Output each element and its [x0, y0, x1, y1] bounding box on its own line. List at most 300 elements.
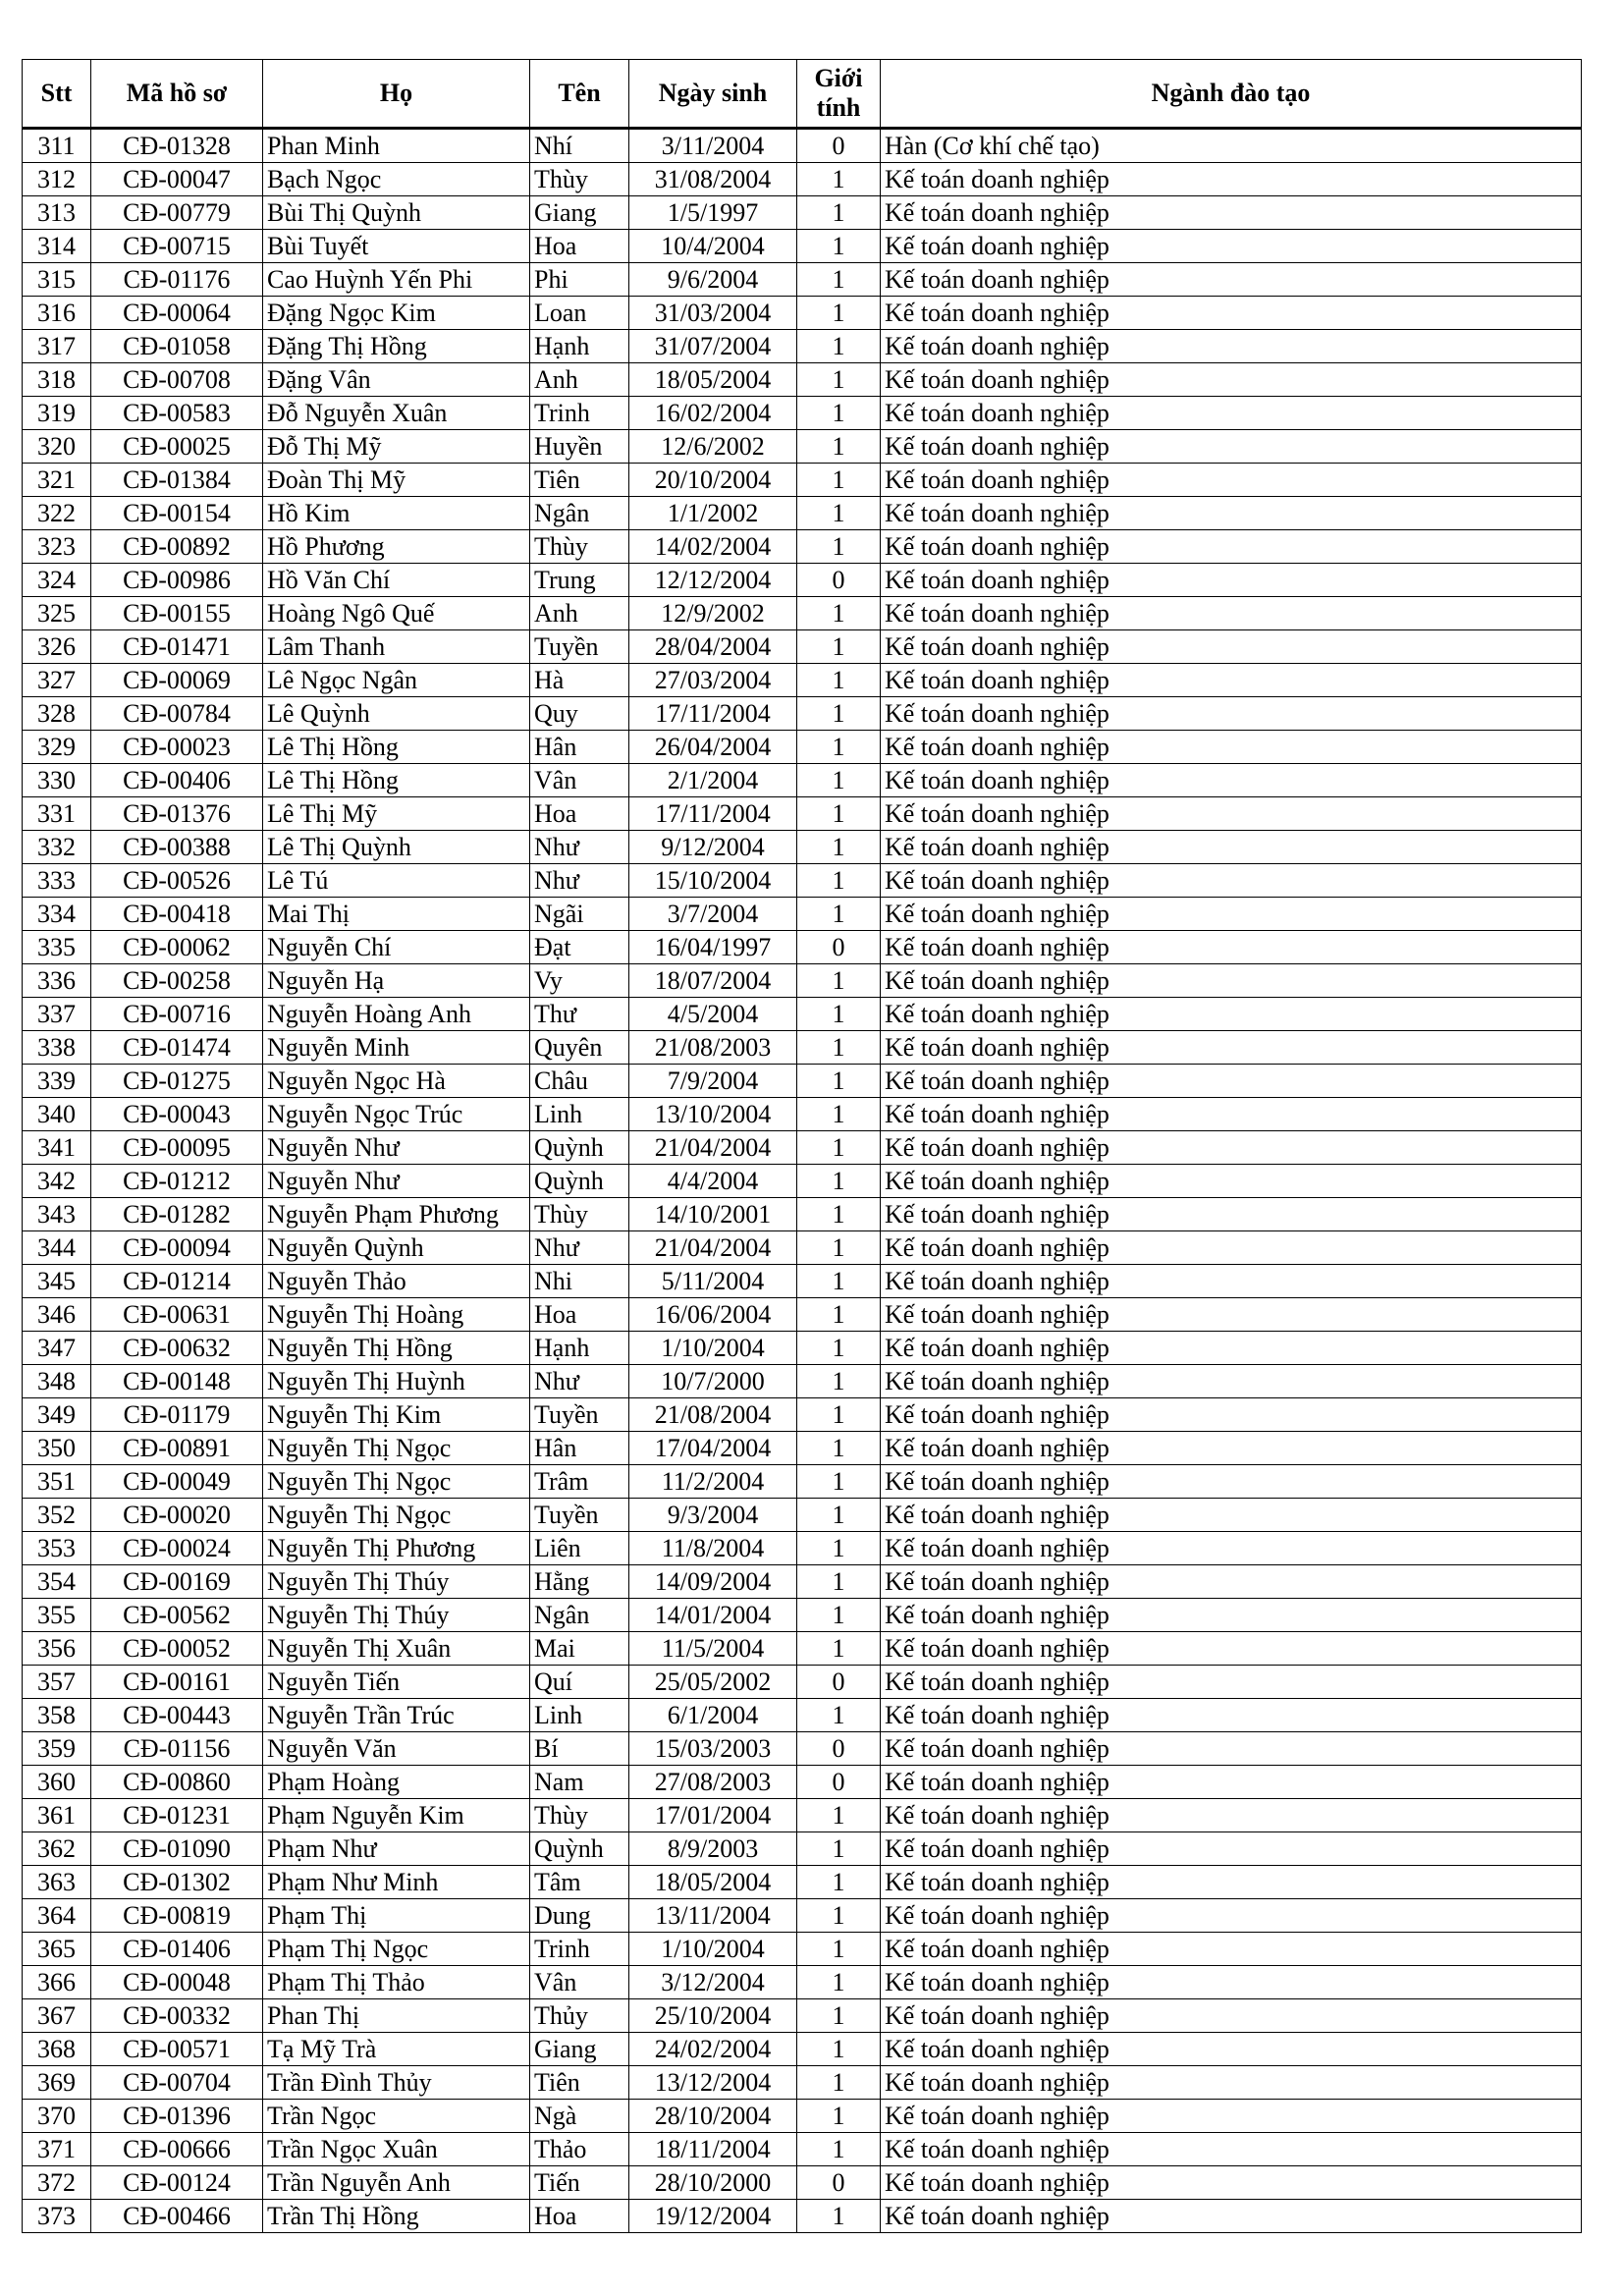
cell-nganh-dao-tao: Kế toán doanh nghiệp — [881, 1031, 1582, 1065]
cell-ho: Tạ Mỹ Trà — [263, 2033, 530, 2066]
cell-ho: Lê Tú — [263, 864, 530, 898]
table-row — [23, 1866, 1582, 1899]
cell-gioi-tinh: 1 — [797, 697, 881, 731]
cell-ho: Nguyễn Ngọc Hà — [263, 1065, 530, 1098]
cell-gioi-tinh: 1 — [797, 163, 881, 196]
cell-nganh-dao-tao: Kế toán doanh nghiệp — [881, 1532, 1582, 1565]
cell-nganh-dao-tao: Kế toán doanh nghiệp — [881, 1766, 1582, 1799]
table-row — [23, 2166, 1582, 2200]
table-row — [23, 898, 1582, 931]
cell-stt: 363 — [23, 1866, 91, 1899]
cell-nganh-dao-tao: Kế toán doanh nghiệp — [881, 1699, 1582, 1732]
cell-ho: Lâm Thanh — [263, 630, 530, 664]
cell-gioi-tinh: 1 — [797, 998, 881, 1031]
table-row — [23, 630, 1582, 664]
cell-nganh-dao-tao: Kế toán doanh nghiệp — [881, 1398, 1582, 1432]
cell-ten: Thư — [530, 998, 629, 1031]
cell-ma-ho-so: CĐ-00025 — [91, 430, 263, 464]
cell-stt: 327 — [23, 664, 91, 697]
cell-ngay-sinh: 31/08/2004 — [629, 163, 797, 196]
cell-stt: 326 — [23, 630, 91, 664]
cell-stt: 319 — [23, 397, 91, 430]
cell-nganh-dao-tao: Kế toán doanh nghiệp — [881, 1499, 1582, 1532]
cell-gioi-tinh: 1 — [797, 1999, 881, 2033]
cell-ngay-sinh: 9/3/2004 — [629, 1499, 797, 1532]
cell-stt: 354 — [23, 1565, 91, 1599]
cell-gioi-tinh: 1 — [797, 1231, 881, 1265]
cell-ten: Hoa — [530, 797, 629, 831]
cell-ten: Linh — [530, 1699, 629, 1732]
cell-ho: Nguyễn Hạ — [263, 964, 530, 998]
cell-ten: Anh — [530, 597, 629, 630]
cell-nganh-dao-tao: Kế toán doanh nghiệp — [881, 597, 1582, 630]
cell-ma-ho-so: CĐ-00023 — [91, 731, 263, 764]
cell-ten: Như — [530, 864, 629, 898]
cell-ho: Nguyễn Tiến — [263, 1666, 530, 1699]
cell-ma-ho-so: CĐ-00716 — [91, 998, 263, 1031]
cell-ho: Nguyễn Như — [263, 1165, 530, 1198]
cell-nganh-dao-tao: Hàn (Cơ khí chế tạo) — [881, 129, 1582, 163]
cell-ngay-sinh: 2/1/2004 — [629, 764, 797, 797]
cell-ten: Thảo — [530, 2133, 629, 2166]
cell-gioi-tinh: 1 — [797, 430, 881, 464]
cell-ho: Nguyễn Minh — [263, 1031, 530, 1065]
cell-ho: Nguyễn Văn — [263, 1732, 530, 1766]
cell-gioi-tinh: 1 — [797, 497, 881, 530]
cell-ten: Vân — [530, 764, 629, 797]
cell-gioi-tinh: 1 — [797, 1699, 881, 1732]
table-row — [23, 230, 1582, 263]
cell-ten: Mai — [530, 1632, 629, 1666]
cell-stt: 318 — [23, 363, 91, 397]
cell-ho: Mai Thị — [263, 898, 530, 931]
cell-stt: 329 — [23, 731, 91, 764]
cell-ngay-sinh: 18/05/2004 — [629, 1866, 797, 1899]
cell-ma-ho-so: CĐ-00583 — [91, 397, 263, 430]
cell-stt: 361 — [23, 1799, 91, 1832]
cell-nganh-dao-tao: Kế toán doanh nghiệp — [881, 1966, 1582, 1999]
cell-nganh-dao-tao: Kế toán doanh nghiệp — [881, 1799, 1582, 1832]
cell-stt: 316 — [23, 297, 91, 330]
cell-nganh-dao-tao: Kế toán doanh nghiệp — [881, 1231, 1582, 1265]
cell-ten: Hạnh — [530, 330, 629, 363]
cell-gioi-tinh: 1 — [797, 1899, 881, 1933]
cell-ngay-sinh: 21/04/2004 — [629, 1131, 797, 1165]
cell-ma-ho-so: CĐ-00715 — [91, 230, 263, 263]
cell-ten: Nhi — [530, 1265, 629, 1298]
cell-gioi-tinh: 1 — [797, 1065, 881, 1098]
table-row — [23, 1198, 1582, 1231]
cell-nganh-dao-tao: Kế toán doanh nghiệp — [881, 664, 1582, 697]
cell-ngay-sinh: 3/11/2004 — [629, 129, 797, 163]
cell-ngay-sinh: 10/7/2000 — [629, 1365, 797, 1398]
table-row — [23, 1131, 1582, 1165]
cell-gioi-tinh: 0 — [797, 931, 881, 964]
cell-ho: Nguyễn Thị Huỳnh — [263, 1365, 530, 1398]
cell-ma-ho-so: CĐ-00154 — [91, 497, 263, 530]
table-row — [23, 263, 1582, 297]
table-row — [23, 964, 1582, 998]
cell-ten: Tuyền — [530, 630, 629, 664]
cell-ten: Trinh — [530, 1933, 629, 1966]
cell-ngay-sinh: 12/12/2004 — [629, 564, 797, 597]
cell-ho: Lê Thị Hồng — [263, 731, 530, 764]
cell-gioi-tinh: 1 — [797, 1098, 881, 1131]
cell-stt: 362 — [23, 1832, 91, 1866]
cell-ho: Hồ Văn Chí — [263, 564, 530, 597]
cell-nganh-dao-tao: Kế toán doanh nghiệp — [881, 1265, 1582, 1298]
cell-ten: Huyền — [530, 430, 629, 464]
cell-gioi-tinh: 1 — [797, 1499, 881, 1532]
cell-ma-ho-so: CĐ-00388 — [91, 831, 263, 864]
cell-gioi-tinh: 1 — [797, 263, 881, 297]
cell-ho: Phạm Thị Thảo — [263, 1966, 530, 1999]
cell-ngay-sinh: 27/03/2004 — [629, 664, 797, 697]
cell-gioi-tinh: 1 — [797, 530, 881, 564]
cell-nganh-dao-tao: Kế toán doanh nghiệp — [881, 764, 1582, 797]
cell-ma-ho-so: CĐ-01156 — [91, 1732, 263, 1766]
cell-ho: Nguyễn Như — [263, 1131, 530, 1165]
table-row — [23, 1165, 1582, 1198]
cell-gioi-tinh: 1 — [797, 1799, 881, 1832]
cell-stt: 368 — [23, 2033, 91, 2066]
cell-ten: Ngân — [530, 497, 629, 530]
cell-ho: Lê Quỳnh — [263, 697, 530, 731]
cell-stt: 373 — [23, 2200, 91, 2233]
cell-gioi-tinh: 1 — [797, 1532, 881, 1565]
cell-stt: 343 — [23, 1198, 91, 1231]
cell-ma-ho-so: CĐ-00860 — [91, 1766, 263, 1799]
cell-ho: Phạm Thị Ngọc — [263, 1933, 530, 1966]
cell-ma-ho-so: CĐ-00704 — [91, 2066, 263, 2100]
cell-ngay-sinh: 28/04/2004 — [629, 630, 797, 664]
cell-gioi-tinh: 1 — [797, 1332, 881, 1365]
cell-ngay-sinh: 31/03/2004 — [629, 297, 797, 330]
cell-ngay-sinh: 12/9/2002 — [629, 597, 797, 630]
cell-stt: 356 — [23, 1632, 91, 1666]
cell-ma-ho-so: CĐ-00049 — [91, 1465, 263, 1499]
cell-ho: Nguyễn Thị Hồng — [263, 1332, 530, 1365]
cell-gioi-tinh: 1 — [797, 1131, 881, 1165]
table-row — [23, 931, 1582, 964]
cell-ngay-sinh: 28/10/2000 — [629, 2166, 797, 2200]
cell-ten: Quy — [530, 697, 629, 731]
cell-stt: 340 — [23, 1098, 91, 1131]
cell-ho: Phạm Nguyễn Kim — [263, 1799, 530, 1832]
cell-stt: 350 — [23, 1432, 91, 1465]
cell-ngay-sinh: 16/02/2004 — [629, 397, 797, 430]
cell-gioi-tinh: 1 — [797, 1966, 881, 1999]
cell-ngay-sinh: 6/1/2004 — [629, 1699, 797, 1732]
cell-stt: 311 — [23, 129, 91, 163]
table-row — [23, 764, 1582, 797]
cell-ten: Tiên — [530, 2066, 629, 2100]
cell-nganh-dao-tao: Kế toán doanh nghiệp — [881, 1866, 1582, 1899]
cell-stt: 321 — [23, 464, 91, 497]
cell-ho: Phạm Như — [263, 1832, 530, 1866]
cell-ma-ho-so: CĐ-00148 — [91, 1365, 263, 1398]
cell-ho: Trần Ngọc Xuân — [263, 2133, 530, 2166]
cell-ho: Trần Thị Hồng — [263, 2200, 530, 2233]
cell-ho: Trần Đình Thủy — [263, 2066, 530, 2100]
header-ma-ho-so: Mã hồ sơ — [91, 60, 263, 129]
cell-ten: Hằng — [530, 1565, 629, 1599]
cell-nganh-dao-tao: Kế toán doanh nghiệp — [881, 363, 1582, 397]
cell-stt: 347 — [23, 1332, 91, 1365]
cell-nganh-dao-tao: Kế toán doanh nghiệp — [881, 2166, 1582, 2200]
cell-stt: 370 — [23, 2100, 91, 2133]
cell-ten: Hân — [530, 731, 629, 764]
table-row — [23, 530, 1582, 564]
cell-ho: Đặng Ngọc Kim — [263, 297, 530, 330]
cell-stt: 335 — [23, 931, 91, 964]
table-row — [23, 697, 1582, 731]
cell-ten: Liên — [530, 1532, 629, 1565]
cell-ma-ho-so: CĐ-00043 — [91, 1098, 263, 1131]
table-row — [23, 363, 1582, 397]
cell-ho: Nguyễn Chí — [263, 931, 530, 964]
cell-ho: Nguyễn Thị Ngọc — [263, 1465, 530, 1499]
cell-nganh-dao-tao: Kế toán doanh nghiệp — [881, 1999, 1582, 2033]
cell-gioi-tinh: 1 — [797, 1866, 881, 1899]
cell-ten: Ngà — [530, 2100, 629, 2133]
cell-nganh-dao-tao: Kế toán doanh nghiệp — [881, 2033, 1582, 2066]
cell-ho: Nguyễn Thị Thúy — [263, 1565, 530, 1599]
cell-ten: Hoa — [530, 2200, 629, 2233]
cell-ma-ho-so: CĐ-01231 — [91, 1799, 263, 1832]
cell-gioi-tinh: 1 — [797, 363, 881, 397]
table-row — [23, 1332, 1582, 1365]
cell-nganh-dao-tao: Kế toán doanh nghiệp — [881, 1365, 1582, 1398]
cell-stt: 371 — [23, 2133, 91, 2166]
cell-stt: 334 — [23, 898, 91, 931]
table-row — [23, 330, 1582, 363]
cell-ten: Quyên — [530, 1031, 629, 1065]
table-row — [23, 1999, 1582, 2033]
cell-gioi-tinh: 1 — [797, 1832, 881, 1866]
cell-ma-ho-so: CĐ-00562 — [91, 1599, 263, 1632]
cell-ma-ho-so: CĐ-01179 — [91, 1398, 263, 1432]
cell-ten: Linh — [530, 1098, 629, 1131]
cell-ma-ho-so: CĐ-00784 — [91, 697, 263, 731]
cell-ho: Nguyễn Thị Ngọc — [263, 1499, 530, 1532]
cell-ho: Nguyễn Thị Hoàng — [263, 1298, 530, 1332]
cell-stt: 317 — [23, 330, 91, 363]
cell-stt: 344 — [23, 1231, 91, 1265]
table-body — [23, 129, 1582, 2233]
cell-stt: 333 — [23, 864, 91, 898]
table-row — [23, 1632, 1582, 1666]
cell-ngay-sinh: 26/04/2004 — [629, 731, 797, 764]
cell-nganh-dao-tao: Kế toán doanh nghiệp — [881, 1198, 1582, 1231]
cell-ma-ho-so: CĐ-01384 — [91, 464, 263, 497]
cell-ma-ho-so: CĐ-01396 — [91, 2100, 263, 2133]
table-row — [23, 129, 1582, 163]
cell-ten: Như — [530, 1365, 629, 1398]
table-row — [23, 2133, 1582, 2166]
cell-ngay-sinh: 28/10/2004 — [629, 2100, 797, 2133]
cell-nganh-dao-tao: Kế toán doanh nghiệp — [881, 497, 1582, 530]
cell-ma-ho-so: CĐ-00095 — [91, 1131, 263, 1165]
cell-gioi-tinh: 1 — [797, 831, 881, 864]
cell-gioi-tinh: 0 — [797, 1766, 881, 1799]
cell-ma-ho-so: CĐ-00892 — [91, 530, 263, 564]
cell-nganh-dao-tao: Kế toán doanh nghiệp — [881, 864, 1582, 898]
cell-nganh-dao-tao: Kế toán doanh nghiệp — [881, 530, 1582, 564]
cell-nganh-dao-tao: Kế toán doanh nghiệp — [881, 2066, 1582, 2100]
cell-ten: Nam — [530, 1766, 629, 1799]
cell-gioi-tinh: 1 — [797, 297, 881, 330]
cell-ngay-sinh: 25/05/2002 — [629, 1666, 797, 1699]
cell-ngay-sinh: 9/6/2004 — [629, 263, 797, 297]
cell-ngay-sinh: 31/07/2004 — [629, 330, 797, 363]
cell-nganh-dao-tao: Kế toán doanh nghiệp — [881, 263, 1582, 297]
cell-ho: Phạm Như Minh — [263, 1866, 530, 1899]
table-row — [23, 2100, 1582, 2133]
cell-nganh-dao-tao: Kế toán doanh nghiệp — [881, 697, 1582, 731]
cell-ma-ho-so: CĐ-00779 — [91, 196, 263, 230]
cell-ten: Như — [530, 831, 629, 864]
cell-ngay-sinh: 21/08/2004 — [629, 1398, 797, 1432]
table-row — [23, 1398, 1582, 1432]
cell-ma-ho-so: CĐ-00891 — [91, 1432, 263, 1465]
cell-stt: 369 — [23, 2066, 91, 2100]
cell-ho: Hoàng Ngô Quế — [263, 597, 530, 630]
cell-ngay-sinh: 3/12/2004 — [629, 1966, 797, 1999]
table-row — [23, 1065, 1582, 1098]
cell-ho: Bùi Tuyết — [263, 230, 530, 263]
cell-nganh-dao-tao: Kế toán doanh nghiệp — [881, 163, 1582, 196]
table-row — [23, 2200, 1582, 2233]
cell-stt: 338 — [23, 1031, 91, 1065]
table-row — [23, 664, 1582, 697]
cell-ma-ho-so: CĐ-01176 — [91, 263, 263, 297]
cell-ma-ho-so: CĐ-01090 — [91, 1832, 263, 1866]
cell-ngay-sinh: 21/04/2004 — [629, 1231, 797, 1265]
cell-ngay-sinh: 4/4/2004 — [629, 1165, 797, 1198]
cell-stt: 328 — [23, 697, 91, 731]
cell-gioi-tinh: 1 — [797, 1298, 881, 1332]
cell-ngay-sinh: 11/5/2004 — [629, 1632, 797, 1666]
cell-ten: Hoa — [530, 1298, 629, 1332]
cell-ho: Phạm Thị — [263, 1899, 530, 1933]
cell-nganh-dao-tao: Kế toán doanh nghiệp — [881, 1666, 1582, 1699]
cell-gioi-tinh: 1 — [797, 1365, 881, 1398]
cell-ho: Đỗ Thị Mỹ — [263, 430, 530, 464]
cell-ten: Châu — [530, 1065, 629, 1098]
cell-ho: Lê Thị Quỳnh — [263, 831, 530, 864]
table-row — [23, 1532, 1582, 1565]
cell-ma-ho-so: CĐ-00161 — [91, 1666, 263, 1699]
cell-gioi-tinh: 1 — [797, 2066, 881, 2100]
table-row — [23, 1499, 1582, 1532]
cell-ma-ho-so: CĐ-00020 — [91, 1499, 263, 1532]
cell-ngay-sinh: 14/09/2004 — [629, 1565, 797, 1599]
cell-ngay-sinh: 24/02/2004 — [629, 2033, 797, 2066]
cell-ma-ho-so: CĐ-00069 — [91, 664, 263, 697]
cell-gioi-tinh: 1 — [797, 864, 881, 898]
cell-ten: Giang — [530, 196, 629, 230]
cell-ho: Đỗ Nguyễn Xuân — [263, 397, 530, 430]
cell-ma-ho-so: CĐ-01282 — [91, 1198, 263, 1231]
cell-ho: Hồ Kim — [263, 497, 530, 530]
cell-stt: 331 — [23, 797, 91, 831]
cell-nganh-dao-tao: Kế toán doanh nghiệp — [881, 196, 1582, 230]
cell-ma-ho-so: CĐ-00024 — [91, 1532, 263, 1565]
cell-ten: Vy — [530, 964, 629, 998]
cell-ngay-sinh: 4/5/2004 — [629, 998, 797, 1031]
cell-stt: 367 — [23, 1999, 91, 2033]
cell-ma-ho-so: CĐ-01275 — [91, 1065, 263, 1098]
cell-ten: Ngân — [530, 1599, 629, 1632]
cell-nganh-dao-tao: Kế toán doanh nghiệp — [881, 1899, 1582, 1933]
cell-ten: Tâm — [530, 1866, 629, 1899]
table-row — [23, 1832, 1582, 1866]
table-row — [23, 564, 1582, 597]
cell-ngay-sinh: 15/10/2004 — [629, 864, 797, 898]
header-stt: Stt — [23, 60, 91, 129]
cell-ngay-sinh: 27/08/2003 — [629, 1766, 797, 1799]
cell-ten: Trâm — [530, 1465, 629, 1499]
cell-stt: 339 — [23, 1065, 91, 1098]
cell-stt: 320 — [23, 430, 91, 464]
cell-gioi-tinh: 1 — [797, 230, 881, 263]
cell-ten: Ngãi — [530, 898, 629, 931]
table-row — [23, 1265, 1582, 1298]
cell-ten: Loan — [530, 297, 629, 330]
cell-ngay-sinh: 17/11/2004 — [629, 797, 797, 831]
cell-ngay-sinh: 9/12/2004 — [629, 831, 797, 864]
cell-stt: 332 — [23, 831, 91, 864]
cell-ho: Bạch Ngọc — [263, 163, 530, 196]
cell-ten: Quỳnh — [530, 1165, 629, 1198]
cell-ngay-sinh: 10/4/2004 — [629, 230, 797, 263]
cell-ngay-sinh: 1/10/2004 — [629, 1332, 797, 1365]
cell-gioi-tinh: 0 — [797, 564, 881, 597]
cell-stt: 336 — [23, 964, 91, 998]
cell-nganh-dao-tao: Kế toán doanh nghiệp — [881, 1933, 1582, 1966]
cell-gioi-tinh: 1 — [797, 2200, 881, 2233]
cell-ngay-sinh: 13/12/2004 — [629, 2066, 797, 2100]
table-row — [23, 1699, 1582, 1732]
cell-gioi-tinh: 1 — [797, 1599, 881, 1632]
cell-ho: Nguyễn Trần Trúc — [263, 1699, 530, 1732]
cell-ten: Hà — [530, 664, 629, 697]
cell-gioi-tinh: 1 — [797, 397, 881, 430]
cell-ma-ho-so: CĐ-01214 — [91, 1265, 263, 1298]
cell-nganh-dao-tao: Kế toán doanh nghiệp — [881, 898, 1582, 931]
cell-nganh-dao-tao: Kế toán doanh nghiệp — [881, 2100, 1582, 2133]
cell-ho: Hồ Phương — [263, 530, 530, 564]
cell-ma-ho-so: CĐ-00124 — [91, 2166, 263, 2200]
table-row — [23, 163, 1582, 196]
cell-ten: Tuyền — [530, 1499, 629, 1532]
cell-ngay-sinh: 18/07/2004 — [629, 964, 797, 998]
cell-nganh-dao-tao: Kế toán doanh nghiệp — [881, 1165, 1582, 1198]
header-ngay-sinh: Ngày sinh — [629, 60, 797, 129]
cell-ten: Đạt — [530, 931, 629, 964]
cell-ngay-sinh: 13/10/2004 — [629, 1098, 797, 1131]
cell-nganh-dao-tao: Kế toán doanh nghiệp — [881, 998, 1582, 1031]
cell-ngay-sinh: 7/9/2004 — [629, 1065, 797, 1098]
table-row — [23, 1666, 1582, 1699]
cell-stt: 348 — [23, 1365, 91, 1398]
cell-ho: Lê Ngọc Ngân — [263, 664, 530, 697]
cell-ho: Lê Thị Mỹ — [263, 797, 530, 831]
cell-ho: Nguyễn Thị Ngọc — [263, 1432, 530, 1465]
cell-ho: Phạm Hoàng — [263, 1766, 530, 1799]
cell-ho: Nguyễn Ngọc Trúc — [263, 1098, 530, 1131]
